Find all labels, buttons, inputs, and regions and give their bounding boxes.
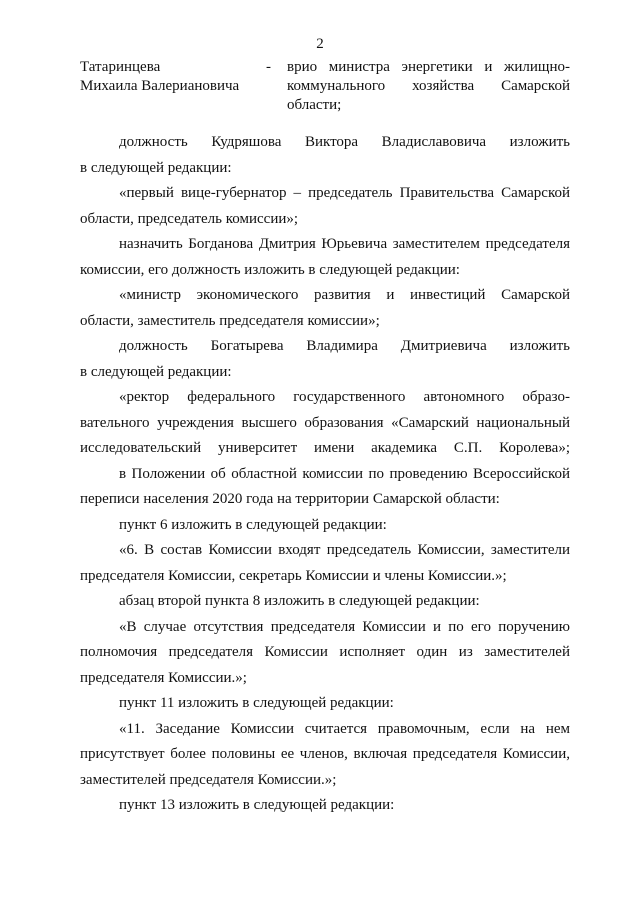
paragraph-line: пункт 13 изложить в следующей редакции: [119, 797, 395, 813]
paragraph-line: «ректор федерального государственного автономного образо- [119, 389, 570, 405]
paragraph-line: должность Кудряшова Виктора Владиславовича изложить [119, 134, 570, 150]
paragraph-line: пункт 6 изложить в следующей редакции: [119, 516, 387, 533]
paragraph-line: присутствует более половины ее членов, включая председателя Комиссии, [80, 746, 570, 762]
paragraph-line: области, заместитель председателя комиссии»; [80, 312, 380, 329]
page-number: 2 [316, 36, 324, 52]
role-line: области; [287, 97, 342, 113]
header-block [80, 58, 570, 124]
paragraph-line: переписи населения 2020 года на территории Самарской области: [80, 491, 500, 507]
person-role [287, 58, 570, 115]
paragraph-line: абзац второй пункта 8 изложить в следующей редакции: [119, 593, 480, 609]
paragraph-line: полномочия председателя Комиссии исполняет один из заместителей [80, 644, 570, 660]
paragraph-line: вательного учреждения высшего образования «Самарский национальный [80, 414, 570, 431]
paragraph-line: председателя Комиссии, секретарь Комиссии и члены Комиссии.»; [80, 567, 507, 584]
paragraph-line: должность Богатырева Владимира Дмитриевича изложить [119, 338, 570, 354]
paragraph-line: в следующей редакции: [80, 363, 232, 380]
header-dash: - [266, 59, 271, 75]
paragraph-line: исследовательский университет имени академика С.П. Королева»; [80, 440, 570, 456]
person-surname: Татаринцева [80, 59, 161, 75]
paragraph-line: комиссии, его должность изложить в следующей редакции: [80, 261, 460, 278]
paragraph-line: «первый вице-губернатор – председатель Правительства Самарской [119, 185, 570, 201]
paragraph-line: председателя Комиссии.»; [80, 669, 247, 686]
role-line: врио министра энергетики и жилищно- [287, 59, 570, 75]
document-body [80, 130, 570, 819]
paragraph-line: «6. В состав Комиссии входят председатель Комиссии, заместители [119, 542, 570, 558]
paragraph-line: «11. Заседание Комиссии считается правомочным, если на нем [119, 720, 570, 737]
role-line: коммунального хозяйства Самарской [287, 78, 570, 94]
paragraph-line: «В случае отсутствия председателя Комиссии и по его поручению [119, 618, 570, 635]
person-given-names: Михаила Валериановича [80, 78, 240, 94]
paragraph-line: заместителей председателя Комиссии.»; [80, 771, 337, 788]
paragraph-line: области, председатель комиссии»; [80, 210, 299, 227]
paragraph-line: назначить Богданова Дмитрия Юрьевича заместителем председателя [119, 236, 570, 252]
paragraph-line: пункт 11 изложить в следующей редакции: [119, 695, 394, 711]
person-name [80, 58, 270, 96]
paragraph-line: в Положении об областной комиссии по проведению Всероссийской [119, 465, 570, 482]
paragraph-line: в следующей редакции: [80, 159, 232, 176]
paragraph-line: «министр экономического развития и инвестиций Самарской [119, 287, 570, 303]
